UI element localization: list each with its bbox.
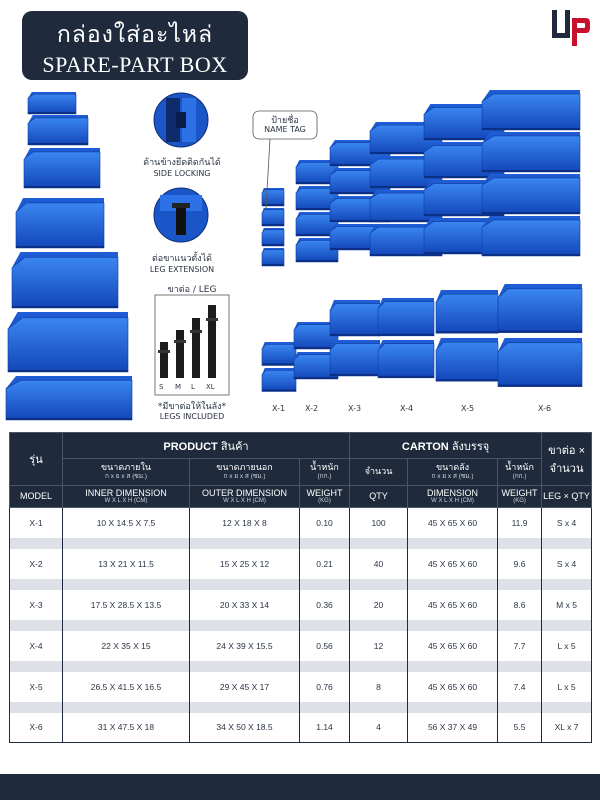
row-bin	[262, 342, 296, 365]
outer-dim-cell: 24 X 39 X 15.5	[190, 631, 300, 661]
inner-dim-cell: 17.5 X 28.5 X 13.5	[63, 590, 190, 620]
wall-bin	[262, 208, 284, 226]
leg-qty-cell: L x 5	[542, 672, 592, 702]
row-separator	[10, 538, 592, 549]
carton-weight-cell: 11.9	[498, 508, 542, 538]
qty-cell: 8	[350, 672, 408, 702]
carton-weight-cell: 7.4	[498, 672, 542, 702]
bin-label-x1: X-1	[272, 404, 286, 413]
qty-header-th: จำนวน	[350, 459, 408, 486]
title-thai: กล่องใส่อะไหล่	[56, 22, 214, 48]
wall-bin	[482, 174, 580, 214]
weight-header-en: WEIGHT (KG)	[300, 486, 350, 508]
qty-cell: 40	[350, 549, 408, 579]
inner-dim-header-th: ขนาดภายใน ก x ย x ส (ซม.)	[63, 459, 190, 486]
leg-size-m: M	[175, 383, 182, 391]
weight-cell: 0.76	[300, 672, 350, 702]
table-row	[10, 508, 592, 538]
weight-header-th: น้ำหนัก (กก.)	[300, 459, 350, 486]
table-row	[10, 672, 592, 702]
leg-extension-caption-th: ต่อขาแนวตั้งได้	[151, 254, 213, 264]
qty-header-en: QTY	[350, 486, 408, 508]
leg-size-s: S	[159, 383, 164, 391]
row-separator	[10, 702, 592, 713]
wall-bin	[482, 216, 580, 256]
weight-cell: 0.10	[300, 508, 350, 538]
leg-qty-cell: L x 5	[542, 631, 592, 661]
qty-cell: 20	[350, 590, 408, 620]
table-row	[10, 549, 592, 579]
carton-dim-cell: 56 X 37 X 49	[408, 713, 498, 743]
bin-label-x2: X-2	[305, 404, 319, 413]
carton-weight-header-th: น้ำหนัก (กก.)	[498, 459, 542, 486]
inner-dim-header-en: INNER DIMENSION W X L X H (CM)	[63, 486, 190, 508]
table-row	[10, 631, 592, 661]
legs-panel	[155, 295, 229, 395]
row-bin	[436, 290, 498, 333]
wall-bin	[262, 248, 284, 266]
weight-cell: 0.36	[300, 590, 350, 620]
row-bin	[330, 300, 380, 336]
spec-table	[9, 432, 592, 743]
carton-dim-cell: 45 X 65 X 60	[408, 549, 498, 579]
tower-bin	[28, 115, 88, 145]
stacked-bin-tower	[6, 92, 132, 420]
model-cell: X-3	[10, 590, 63, 620]
carton-dim-header-th: ขนาดลัง ก x ย x ส (ซม.)	[408, 459, 498, 486]
carton-dim-cell: 45 X 65 X 60	[408, 508, 498, 538]
legs-included-caption-th: *มีขาต่อให้ในลัง*	[157, 402, 227, 412]
side-locking-detail	[154, 93, 208, 147]
wall-bin	[482, 132, 580, 172]
row-bin	[436, 338, 498, 381]
model-header-en: MODEL	[10, 486, 63, 508]
legs-included-caption-en: LEGS INCLUDED	[159, 412, 225, 421]
inner-dim-cell: 22 X 35 X 15	[63, 631, 190, 661]
bin-label-x4: X-4	[400, 404, 414, 413]
spec-table-wrapper	[9, 432, 591, 755]
row-bin	[330, 340, 380, 376]
carton-weight-cell: 9.6	[498, 549, 542, 579]
carton-weight-cell: 5.5	[498, 713, 542, 743]
side-locking-caption-en: SIDE LOCKING	[153, 169, 211, 178]
wall-bin	[262, 188, 284, 206]
tower-bin	[28, 92, 76, 114]
leg-qty-cell: XL x 7	[542, 713, 592, 743]
footer-bar	[0, 774, 600, 800]
wall-bin	[482, 90, 580, 130]
outer-dim-cell: 12 X 18 X 8	[190, 508, 300, 538]
model-cell: X-4	[10, 631, 63, 661]
model-cell: X-1	[10, 508, 63, 538]
model-cell: X-2	[10, 549, 63, 579]
leg-qty-cell: S x 4	[542, 549, 592, 579]
leg-size-l: L	[191, 383, 195, 391]
outer-dim-cell: 15 X 25 X 12	[190, 549, 300, 579]
weight-cell: 0.56	[300, 631, 350, 661]
outer-dim-cell: 34 X 50 X 18.5	[190, 713, 300, 743]
table-row	[10, 713, 592, 743]
inner-dim-cell: 13 X 21 X 11.5	[63, 549, 190, 579]
row-separator	[10, 620, 592, 631]
leg-qty-cell: S x 4	[542, 508, 592, 538]
title-english: SPARE-PART BOX	[42, 52, 228, 77]
row-separator	[10, 579, 592, 590]
leg-qty-header-en: LEG × QTY	[542, 486, 592, 508]
row-bin	[262, 368, 296, 391]
carton-weight-cell: 7.7	[498, 631, 542, 661]
carton-dim-header-en: DIMENSION W X L X H (CM)	[408, 486, 498, 508]
qty-cell: 12	[350, 631, 408, 661]
row-bin	[498, 284, 582, 333]
leg-panel-title: ขาต่อ / LEG	[167, 285, 217, 295]
tower-bin	[24, 148, 100, 188]
model-header-th: รุ่น	[10, 433, 63, 486]
carton-weight-cell: 8.6	[498, 590, 542, 620]
leg-extension-caption-en: LEG EXTENSION	[149, 265, 215, 274]
carton-dim-cell: 45 X 65 X 60	[408, 631, 498, 661]
tower-bin	[16, 198, 104, 248]
outer-dim-cell: 29 X 45 X 17	[190, 672, 300, 702]
inner-dim-cell: 26.5 X 41.5 X 16.5	[63, 672, 190, 702]
tower-bin	[8, 312, 128, 372]
leg-extension-detail	[154, 188, 208, 242]
model-cell: X-5	[10, 672, 63, 702]
qty-cell: 100	[350, 508, 408, 538]
inner-dim-cell: 10 X 14.5 X 7.5	[63, 508, 190, 538]
weight-cell: 1.14	[300, 713, 350, 743]
row-bin	[378, 340, 434, 378]
name-tag-caption-th: ป้ายชื่อ	[271, 116, 299, 126]
leg-qty-header-th: ขาต่อ × จำนวน	[542, 433, 592, 486]
product-header: PRODUCT สินค้า	[63, 433, 350, 459]
carton-dim-cell: 45 X 65 X 60	[408, 590, 498, 620]
model-size-row	[262, 284, 582, 391]
table-row	[10, 590, 592, 620]
spec-table-body	[10, 508, 592, 743]
side-locking-caption-th: ด้านข้างยึดติดกันได้	[143, 158, 221, 168]
inner-dim-cell: 31 X 47.5 X 18	[63, 713, 190, 743]
wall-bin	[262, 228, 284, 246]
carton-dim-cell: 45 X 65 X 60	[408, 672, 498, 702]
bin-label-x3: X-3	[348, 404, 362, 413]
leg-qty-cell: M x 5	[542, 590, 592, 620]
name-tag-caption-en: NAME TAG	[264, 125, 306, 134]
row-bin	[498, 338, 582, 387]
outer-dim-cell: 20 X 33 X 14	[190, 590, 300, 620]
bin-label-x6: X-6	[538, 404, 552, 413]
tower-bin	[12, 252, 118, 308]
outer-dim-header-th: ขนาดภายนอก ก x ย x ส (ซม.)	[190, 459, 300, 486]
carton-header: CARTON ลังบรรจุ	[350, 433, 542, 459]
bin-label-x5: X-5	[461, 404, 475, 413]
row-separator	[10, 661, 592, 672]
qty-cell: 4	[350, 713, 408, 743]
carton-weight-header-en: WEIGHT (KG)	[498, 486, 542, 508]
outer-dim-header-en: OUTER DIMENSION W X L X H (CM)	[190, 486, 300, 508]
leg-size-xl: XL	[206, 383, 215, 391]
model-cell: X-6	[10, 713, 63, 743]
tower-bin	[6, 376, 132, 420]
row-bin	[378, 298, 434, 336]
weight-cell: 0.21	[300, 549, 350, 579]
